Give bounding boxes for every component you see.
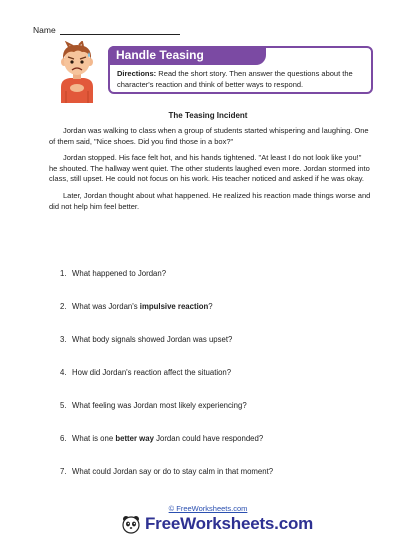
panda-icon [121,514,141,534]
question-number: 7. [60,467,67,476]
question-item [60,302,360,335]
story-title: The Teasing Incident [168,111,248,120]
question-text: What could Jordan say or do to stay calm in that moment? [72,467,274,476]
name-line[interactable] [60,26,180,35]
footer-link[interactable]: © FreeWorksheets.com [168,504,248,513]
question-item [60,269,360,302]
question-number: 3. [60,335,67,344]
directions [117,69,367,90]
question-text: How did Jordan's reaction affect the situation? [72,368,232,377]
question-number: 1. [60,269,67,278]
directions-label: Directions: [117,69,157,78]
title-box [108,46,373,94]
question-text: What feeling was Jordan most likely experiencing? [72,401,247,410]
question-item [60,434,360,467]
worksheet-title: Handle Teasing [108,46,266,65]
question-text: What happened to Jordan? [72,269,167,278]
question-bold-text: impulsive reaction [139,302,209,311]
question-number: 5. [60,401,67,410]
worried-boy-illustration [52,41,102,103]
brand-logo[interactable] [121,513,313,535]
story-paragraph: Later, Jordan thought about what happened. He realized his reaction made things worse and did not help him feel better. [49,190,371,211]
question-list [60,269,360,500]
name-field-row [33,25,180,35]
directions-text: Read the short story. Then answer the questions about the character's reaction and think of better ways to respond. [117,69,353,89]
question-text: What is one [72,434,116,443]
question-bold-text: better way [115,434,154,443]
name-label: Name [33,25,56,35]
question-item [60,467,360,500]
question-number: 6. [60,434,67,443]
story-paragraph: Jordan stopped. His face felt hot, and his hands tightened. "At least I do not look like you!" he shouted. The hallway went quiet. The other students laughed even more. Jordan stormed into class, still upset. He could not focus on his work. His teacher noticed and asked if he was okay. [49,153,370,184]
question-text: What body signals showed Jordan was upset? [72,335,233,344]
question-text-end: ? [208,302,213,311]
question-item [60,401,360,434]
question-text: What was Jordan's [72,302,140,311]
question-number: 4. [60,368,67,377]
story-text [49,126,371,218]
question-item [60,368,360,401]
question-item [60,335,360,368]
brand-name: FreeWorksheets.com [145,514,314,533]
question-text-end: Jordan could have responded? [153,434,264,443]
question-number: 2. [60,302,67,311]
story-paragraph: Jordan was walking to class when a group of students started whispering and laughing. One of them said, "Nice shoes. Did you find those in a box?" [49,126,369,146]
